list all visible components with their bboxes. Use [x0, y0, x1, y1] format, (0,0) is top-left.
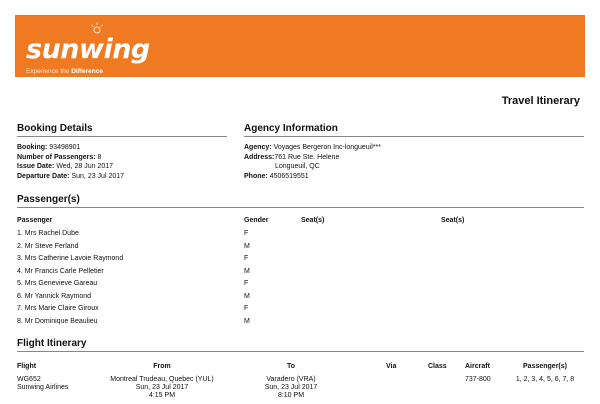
banner-corner-mark [575, 74, 578, 77]
passenger-name: 2. Mr Steve Ferland [17, 242, 79, 250]
flight-itinerary-title: Flight Itinerary [17, 338, 87, 349]
from-date: Sun, 23 Jul 2017 [135, 384, 189, 391]
agency-phone: Phone: 4506519551 [244, 172, 309, 180]
booking-divider [17, 136, 227, 137]
via-column-header: Via [386, 363, 397, 370]
passenger-gender: F [244, 255, 249, 262]
passenger-gender: M [244, 267, 250, 275]
sunwing-logo [26, 20, 156, 76]
to-column-header: To [286, 363, 296, 370]
passenger-name: 5. Mrs Genevieve Gareau [17, 280, 98, 287]
passenger-gender: F [244, 230, 249, 237]
passenger-gender: F [244, 280, 249, 287]
page-title: Travel Itinerary [501, 95, 580, 107]
flight-number: WG652 [17, 376, 41, 383]
passenger-column-header: Passenger [17, 217, 53, 224]
passenger-gender: F [244, 305, 249, 312]
agency-name: Agency: Voyages Bergeron Inc-longueuil*** [244, 144, 381, 151]
issue-date: Issue Date: Wed, 28 Jun 2017 [17, 163, 114, 170]
flight-divider [17, 351, 584, 352]
passenger-name: 4. Mr Francis Carle Pelletier [17, 267, 104, 275]
from-airport: Montreal Trudeau, Quebec (YUL) [110, 376, 214, 383]
agency-address-line2: Longueuil, QC [275, 163, 320, 170]
passengers-title: Passenger(s) [17, 194, 80, 205]
passenger-name: 6. Mr Yannick Raymond [17, 292, 92, 300]
flight-passenger-list: 1, 2, 3, 4, 5, 6, 7, 8 [515, 376, 575, 383]
to-date: Sun, 23 Jul 2017 [264, 384, 318, 391]
booking-number: Booking: 93498901 [17, 144, 81, 151]
passenger-name: 3. Mrs Catherine Lavoie Raymond [17, 255, 124, 262]
departure-date: Departure Date: Sun, 23 Jul 2017 [17, 172, 125, 180]
passenger-gender: M [244, 292, 250, 300]
gender-column-header: Gender [244, 217, 269, 224]
from-column-header: From [153, 363, 171, 370]
class-column-header: Class [428, 363, 447, 370]
passenger-name: 1. Mrs Rachel Dube [17, 230, 79, 237]
brand-name: sunwing [26, 34, 150, 65]
aircraft-column-header: Aircraft [465, 363, 490, 370]
aircraft-type: 737-800 [465, 376, 491, 383]
passenger-count: Number of Passengers: 8 [17, 153, 102, 161]
flight-passengers-column-header: Passenger(s) [523, 363, 567, 370]
passenger-name: 7. Mrs Marie Claire Giroux [17, 305, 99, 312]
passengers-divider [17, 207, 584, 208]
agency-address: Address:761 Rue Ste. Helene [244, 153, 340, 161]
from-time: 4:15 PM [148, 392, 176, 399]
to-time: 8:10 PM [277, 392, 305, 399]
to-airport: Varadero (VRA) [266, 376, 316, 383]
passenger-gender: M [244, 317, 250, 325]
brand-tagline: Experience the Difference [26, 68, 103, 75]
passenger-name: 8. Mr Dominique Beaulieu [17, 317, 98, 325]
agency-divider [244, 136, 584, 137]
booking-details-title: Booking Details [17, 123, 93, 134]
seat-column-header: Seat(s) [301, 217, 325, 224]
seat-column-header-2: Seat(s) [441, 217, 465, 224]
flight-column-header: Flight [17, 363, 37, 370]
sun-icon [90, 22, 104, 34]
agency-info-title: Agency Information [244, 123, 338, 134]
airline-name: Sunwing Airlines [17, 384, 69, 391]
passenger-gender: M [244, 242, 250, 250]
